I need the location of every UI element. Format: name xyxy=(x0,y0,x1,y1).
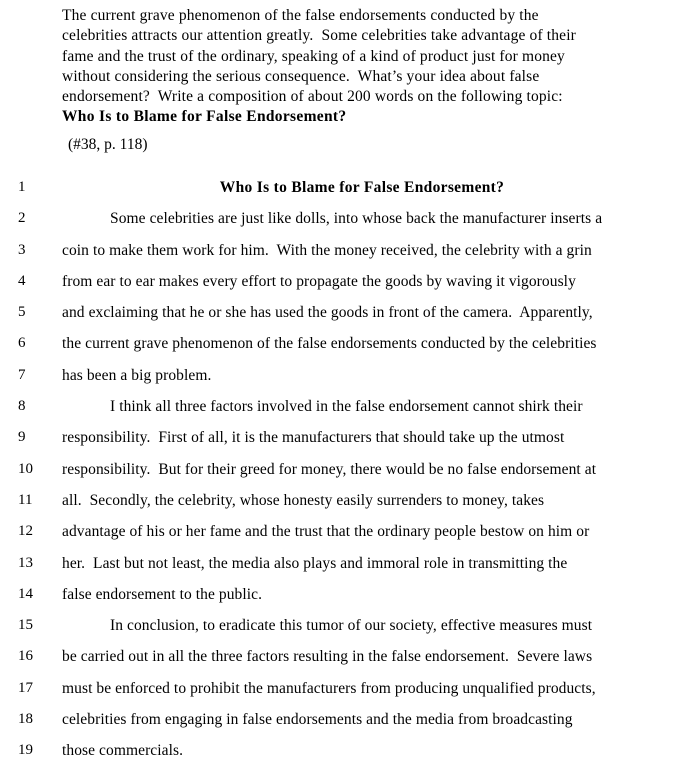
line-number: 5 xyxy=(18,304,26,321)
essay-line-text: Some celebrities are just like dolls, into whose back the manufacturer inserts a xyxy=(110,210,603,228)
essay-line-text: must be enforced to prohibit the manufacturers from producing unqualified products, xyxy=(62,679,596,697)
essay-line xyxy=(0,391,677,422)
essay-line-text: be carried out in all the three factors resulting in the false endorsement. Severe laws xyxy=(62,648,593,666)
essay-line-text: has been a big problem. xyxy=(62,366,212,384)
essay-line xyxy=(0,172,677,203)
line-number: 6 xyxy=(18,335,26,352)
essay-line-text: I think all three factors involved in the false endorsement cannot shirk their xyxy=(110,398,583,416)
line-number: 4 xyxy=(18,272,26,289)
prompt-line: without considering the serious consequence. What’s your idea about false xyxy=(62,67,540,85)
line-number: 19 xyxy=(18,742,33,759)
essay-line xyxy=(0,735,677,766)
line-number: 14 xyxy=(18,585,33,602)
prompt-block xyxy=(62,6,642,128)
essay-line-text: those commercials. xyxy=(62,742,184,760)
essay-line xyxy=(0,548,677,579)
essay-line-text: all. Secondly, the celebrity, whose honesty easily surrenders to money, takes xyxy=(62,491,545,509)
essay-line-text: her. Last but not least, the media also plays and immoral role in transmitting the xyxy=(62,554,568,572)
essay-line-text: responsibility. But for their greed for money, there would be no false endorsement at xyxy=(62,460,597,478)
essay-line xyxy=(0,297,677,328)
prompt-topic-title: Who Is to Blame for False Endorsement? xyxy=(62,108,347,126)
essay-body xyxy=(0,172,677,767)
essay-line-text: advantage of his or her fame and the trust that the ordinary people bestow on him or xyxy=(62,523,590,541)
line-number: 13 xyxy=(18,554,33,571)
essay-line xyxy=(0,641,677,672)
essay-line xyxy=(0,516,677,547)
essay-line-text: coin to make them work for him. With the money received, the celebrity with a grin xyxy=(62,241,592,259)
essay-line xyxy=(0,485,677,516)
essay-line-text: false endorsement to the public. xyxy=(62,585,263,603)
prompt-line: celebrities attracts our attention greatly. Some celebrities take advantage of their xyxy=(62,27,576,45)
line-number: 2 xyxy=(18,210,26,227)
essay-line xyxy=(0,360,677,391)
line-number: 10 xyxy=(18,460,33,477)
line-number: 3 xyxy=(18,241,26,258)
line-number: 7 xyxy=(18,366,26,383)
line-number: 16 xyxy=(18,648,33,665)
essay-line xyxy=(0,454,677,485)
line-number: 17 xyxy=(18,679,33,696)
line-number: 11 xyxy=(18,491,33,508)
line-number: 8 xyxy=(18,398,26,415)
essay-line-text: celebrities from engaging in false endorsements and the media from broadcasting xyxy=(62,711,573,729)
essay-line-text: responsibility. First of all, it is the manufacturers that should take up the utmost xyxy=(62,429,565,447)
line-number: 12 xyxy=(18,523,33,540)
essay-line xyxy=(0,579,677,610)
line-number: 9 xyxy=(18,429,26,446)
essay-line-text: from ear to ear makes every effort to propagate the goods by waving it vigorously xyxy=(62,272,576,290)
essay-title: Who Is to Blame for False Endorsement? xyxy=(219,179,505,196)
essay-line xyxy=(0,203,677,234)
prompt-line: The current grave phenomenon of the false endorsements conducted by the xyxy=(62,7,539,24)
line-number: 1 xyxy=(18,179,26,195)
essay-line xyxy=(0,673,677,704)
essay-line-text: In conclusion, to eradicate this tumor of our society, effective measures must xyxy=(110,617,593,635)
essay-line xyxy=(0,266,677,297)
essay-line xyxy=(0,235,677,266)
essay-line xyxy=(0,610,677,641)
essay-line-text: and exclaiming that he or she has used the goods in front of the camera. Apparently, xyxy=(62,304,593,322)
line-number: 18 xyxy=(18,711,33,728)
essay-line xyxy=(0,328,677,359)
prompt-line: endorsement? Write a composition of about 200 words on the following topic: xyxy=(62,88,563,106)
essay-line-text: the current grave phenomenon of the false endorsements conducted by the celebrities xyxy=(62,335,597,353)
line-number: 15 xyxy=(18,617,33,634)
essay-line xyxy=(0,704,677,735)
essay-line xyxy=(0,422,677,453)
prompt-line: fame and the trust of the ordinary, speaking of a kind of product just for money xyxy=(62,47,565,65)
source-citation: (#38, p. 118) xyxy=(68,136,148,153)
